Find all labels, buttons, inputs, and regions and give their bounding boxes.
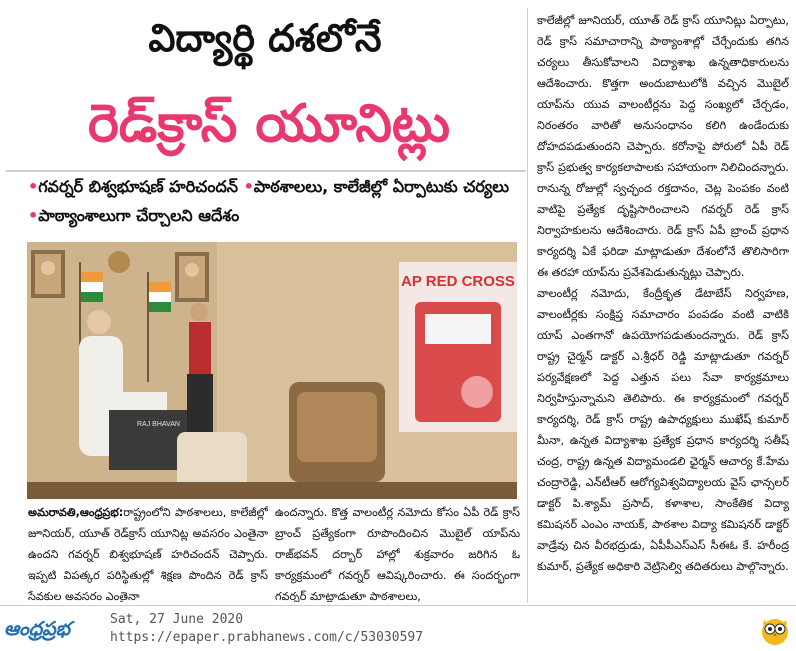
photo-lectern-text: RAJ BHAVAN	[137, 421, 180, 428]
article-left-text: రాష్ట్రంలోని పాఠశాలలు, కాలేజీల్లో జూనియర్, యూత్ రెడ్‌క్రాస్ యూనిట్ల అవసరం ఎంతైనా ఉందని గవర్నర్ బిశ్వభూషణ్ హరిచందన్ చెప్పారు. ఇప్పటి విపత్కర పరిస్థితుల్లో శిక్షణ పొందిన రెడ్ క్రాస్ సేవకుల అవసరం ఎంతైనా	[28, 506, 268, 602]
bullet-dot-icon: •	[28, 177, 39, 196]
subhead-bullet-1: గవర్నర్ బిశ్వభూషణ్ హరిచందన్	[38, 177, 238, 196]
column-divider	[527, 8, 528, 603]
article-column-middle	[275, 502, 520, 602]
subhead-bullet-3: పాఠ్యాంశాలుగా చేర్చాలని ఆదేశం	[38, 206, 240, 225]
bullet-dot-icon: •	[243, 177, 254, 196]
article-dateline: అమరావతి,ఆంధ్రప్రభ:	[28, 506, 124, 519]
bullet-dot-icon: •	[28, 206, 39, 225]
newspaper-logo[interactable]: ఆంధ్రప్రభ	[4, 618, 70, 640]
footer-divider	[0, 605, 796, 606]
article-right-text-1: కాలేజీల్లో జూనియర్, యూత్ రెడ్ క్రాస్ యూనిట్లు ఏర్పాటు, రెడ్ క్రాస్ సమాచారాన్ని పాఠ్యాంశాల్లో చేర్చేందుకు తగిన చర్యలు తీసుకోవాలని విద్యాశాఖ ఉన్నతాధికారులను ఆదేశించారు. కొత్తగా అందుబాటులోకి వచ్చిన మొబైల్ యాప్‌ను యువ వాలంటీర్లను పెద్ద సంఖ్యలో చేర్చడం, నిరంతరం వారితో అనుసంధానం కలిగి ఉండేందుకు దోహదపడుతుందని చెప్పారు. కరోనాపై పోరులో ఏపీ రెడ్ క్రాస్ ప్రభుత్వ కార్యకలాపాలకు సహాయంగా నిలిచిందన్నారు. రానున్న రోజుల్లో స్వచ్ఛంద రక్తదానం, చెట్ల పెంపకం వంటి వాటిపై ప్రత్యేక దృష్టిసారించాలని గవర్నర్ రెడ్ క్రాస్ నిర్వాహకులను ఆదేశించారు. రెడ్ క్రాస్ ఏపీ బ్రాంచ్ ప్రధాన కార్యదర్శి ఏకే ఫరిడా మాట్లాడుతూ దేశంలోనే తొలిసారిగా ఈ తరహా యాప్‌ను ప్రవేశపెడుతున్నట్లు చెప్పారు.	[537, 14, 789, 279]
epaper-link[interactable]: https://epaper.prabhanews.com/c/53030597	[110, 630, 424, 645]
article-right-text-2: వాలంటీర్ల నమోదు, కేంద్రీకృత డేటాబేస్ నిర్వహణ, వాలంటీర్లకు సంక్షిప్త సమాచారం పంపడం వంటి వాటికి యాప్ ఎంతగానో ఉపయోగపడుతుందన్నారు. రెడ్ క్రాస్ రాష్ట్ర చైర్మన్ డాక్టర్ ఎ.శ్రీధర్ రెడ్డి మాట్లాడుతూ గవర్నర్ పర్యవేక్షణలో పెద్ద ఎత్తున పలు సేవా కార్యక్రమాలు నిర్వహిస్తున్నామని తెలిపారు. ఈ కార్యక్రమంలో గవర్నర్ కార్యదర్శి, రెడ్ క్రాస్ రాష్ట్ర ఉపాధ్యక్షులు ముఖేష్ కుమార్ మీనా, ఉన్నత విద్యాశాఖ ప్రత్యేక ప్రధాన కార్యదర్శి సతీష్ చంద్ర, రాష్ట్ర ఉన్నత విద్యామండలి ఛైర్మన్ ఆచార్య కే.హేమ చంద్రారెడ్డి, ఎన్‌టీఆర్ ఆరోగ్యవిశ్వవిద్యాలయ వైస్ ఛాన్సలర్ డాక్టర్ పి.శ్యామ్ ప్రసాద్, కళాశాల, సాంకేతిక విద్యా కమిషనర్ ఎంఎం నాయక్, పాఠశాల విద్యా కమిషనర్ డాక్టర్ వాడ్రేవు చిన వీరభద్రుడు, ఏపీపీఎస్‌ఎస్ సీఈఓ కే. హరీంద్ర కుమార్, ప్రత్యేక అధికారి వెట్రిసెల్వి తదితరులు పాల్గొన్నారు.	[537, 287, 789, 573]
headline-line2: రెడ్‌క్రాస్ యూనిట్లు	[87, 94, 451, 154]
subheadline	[28, 172, 510, 230]
news-photo	[27, 242, 517, 499]
article-column-left	[28, 502, 268, 602]
owl-icon[interactable]	[760, 614, 790, 646]
article-middle-text: ఉందన్నారు. కొత్త వాలంటీర్ల నమోదు కోసం ఏపీ రెడ్ క్రాస్ బ్రాంచ్ ప్రత్యేకంగా రూపొందించిన మొబైల్ యాప్‌ను రాజ్‌భవన్ దర్బార్ హాల్లో శుక్రవారం జరిగిన ఓ కార్యక్రమంలో గవర్నర్ ఆవిష్కరించారు. ఈ సందర్భంగా గవర్నర్ మాట్లాడుతూ పాఠశాలలు,	[275, 506, 520, 602]
headline-line1: విద్యార్థి దశలోనే	[148, 16, 382, 60]
article-column-right	[537, 10, 789, 602]
photo-banner-text: AP RED CROSS	[401, 273, 515, 290]
edition-date: Sat, 27 June 2020	[110, 612, 244, 627]
subhead-bullet-2: పాఠశాలలు, కాలేజీల్లో ఏర్పాటుకు చర్యలు	[253, 177, 510, 196]
